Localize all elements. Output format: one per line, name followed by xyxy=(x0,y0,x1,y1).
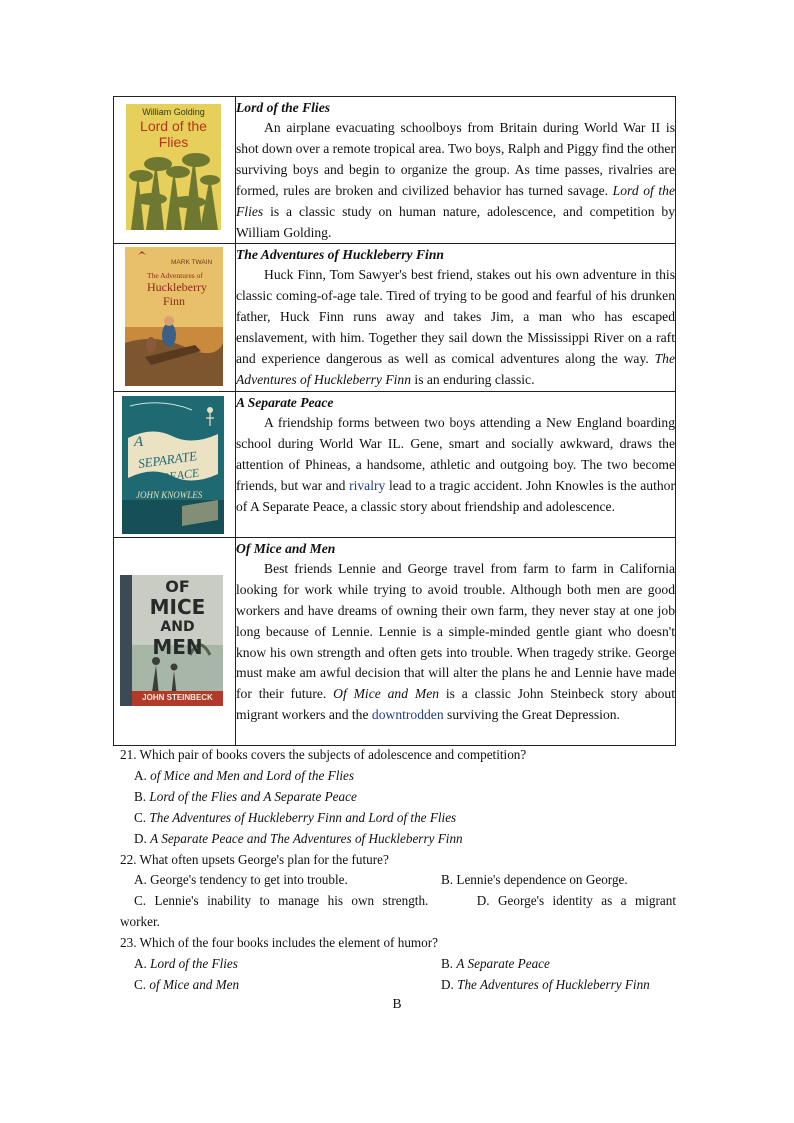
question-22-option-c[interactable]: C. Lennie's inability to manage his own strength. xyxy=(134,893,429,909)
book-description xyxy=(236,118,675,243)
question-23-options-row-1 xyxy=(134,954,676,975)
highlighted-word: rivalry xyxy=(349,477,386,493)
question-22-options-row-2 xyxy=(134,891,676,912)
description-text: An airplane evacuating schoolboys from Britain during World War II is shot down over a remote tropical area. Two boys, Ralph and Piggy find the other surviving boys and begin to organize the group. As time passes, rivalries are formed, rules are broken and civilized behavior has turned savage. xyxy=(236,120,675,198)
option-letter: C. xyxy=(134,976,147,992)
lord-of-the-flies-cover xyxy=(126,104,221,230)
of-mice-and-men-cover xyxy=(120,575,223,706)
option-letter: D. xyxy=(134,830,147,846)
cover-cell xyxy=(114,244,236,391)
option-text: A Separate Peace xyxy=(456,956,550,972)
description-text: lead to a tragic accident. John Knowles is the author of A Separate Peace, a classic story about friendship and adolescence. xyxy=(236,477,675,514)
question-22-option-d-continuation: worker. xyxy=(120,914,160,930)
description-text: is a classic study on human nature, adolescence, and competition by William Golding. xyxy=(236,203,675,240)
book-text-cell xyxy=(236,391,676,537)
option-letter: A. xyxy=(134,956,147,972)
cover-author: JOHN STEINBECK xyxy=(142,692,213,702)
cover-cell xyxy=(114,391,236,537)
option-letter: B. xyxy=(441,956,454,972)
cover-title-line1: A xyxy=(134,433,144,450)
question-21-option-c[interactable] xyxy=(134,808,676,829)
book-title: Lord of the Flies xyxy=(236,100,331,115)
cover-title-line4: MEN xyxy=(152,634,203,659)
book-row-huckleberry-finn xyxy=(114,244,676,391)
option-text: A Separate Peace and The Adventures of Huckleberry Finn xyxy=(150,830,463,846)
question-22-option-d[interactable]: D. George's identity as a migrant xyxy=(476,893,676,909)
option-text: of Mice and Men and Lord of the Flies xyxy=(150,767,355,783)
book-text-cell xyxy=(236,537,676,745)
question-21-stem: 21. Which pair of books covers the subjects of adolescence and competition? xyxy=(120,747,527,762)
book-title-reference: Lord of the Flies xyxy=(236,182,675,219)
question-23-options-row-2 xyxy=(134,975,676,996)
book-text-cell xyxy=(236,244,676,391)
questions-section xyxy=(120,745,676,996)
cover-author: William Golding xyxy=(142,107,205,117)
book-description xyxy=(236,559,675,726)
question-23-option-b[interactable] xyxy=(441,954,676,975)
question-23-stem: 23. Which of the four books includes the element of humor? xyxy=(120,935,439,951)
book-title: A Separate Peace xyxy=(236,394,334,410)
question-21-option-b[interactable] xyxy=(134,787,676,808)
cover-title-line3: PEACE xyxy=(161,465,201,485)
option-text: Lord of the Flies and A Separate Peace xyxy=(149,788,357,804)
cover-author: JOHN KNOWLES xyxy=(136,489,203,500)
book-title-reference: The Adventures of Huckleberry Finn xyxy=(236,351,675,387)
question-22-options-row-1 xyxy=(134,870,676,891)
cover-cell xyxy=(114,97,236,244)
option-text: Lord of the Flies xyxy=(150,956,238,972)
question-22-option-b[interactable]: B. Lennie's dependence on George. xyxy=(441,872,628,888)
description-text: Huck Finn, Tom Sawyer's best friend, stakes out his own adventure in this classic coming-of-age tale. Tired of trying to be good and fearful of his drunken father, Huck Finn runs away and takes Jim, a man who has escaped enslavement, with him. Together they sail down the Mississippi River on a raft and experience dangerous as well as comical adventures along the way. xyxy=(236,267,675,367)
cover-cell xyxy=(114,537,236,745)
book-title: Of Mice and Men xyxy=(236,540,336,556)
cover-author: MARK TWAIN xyxy=(171,259,213,267)
cover-title-line2: Flies xyxy=(158,134,189,150)
cover-title-line3: Finn xyxy=(163,294,186,309)
description-text: surviving the Great Depression. xyxy=(443,707,620,723)
question-21-option-a[interactable] xyxy=(134,766,676,787)
cover-title-line2: MICE xyxy=(149,594,206,619)
question-23-option-d[interactable] xyxy=(441,975,676,996)
book-row-of-mice-and-men xyxy=(114,537,676,745)
option-text: The Adventures of Huckleberry Finn xyxy=(457,976,650,992)
cover-title-line1: OF xyxy=(165,576,190,596)
option-letter: C. xyxy=(134,809,147,825)
cover-title-line2: Huckleberry xyxy=(147,280,207,295)
question-22-stem: 22. What often upsets George's plan for the future? xyxy=(120,851,389,867)
cover-title-line1: The Adventures of xyxy=(147,271,203,281)
book-text-cell xyxy=(236,97,676,244)
cover-title-line2: SEPARATE xyxy=(137,447,198,471)
question-23-option-a[interactable] xyxy=(134,954,441,975)
cover-title-line1: Lord of the xyxy=(140,118,207,134)
option-letter: B. xyxy=(134,788,147,804)
question-22-option-a[interactable]: A. George's tendency to get into trouble. xyxy=(134,872,348,888)
description-text: is an enduring classic. xyxy=(411,371,535,387)
book-title: The Adventures of Huckleberry Finn xyxy=(236,247,444,263)
option-letter: A. xyxy=(134,767,147,783)
cover-title-line3: AND xyxy=(160,618,195,635)
description-text: Best friends Lennie and George travel from farm to farm in California looking for work while trying to avoid trouble. Although both men are good workers and have dreams of owning their own farm, they never stay at one job long because of Lennie. Lennie is a simple-minded gentle giant who doesn't know his own strength and often gets into trouble. When tragedy strike. George must make am awful decision that will alter the plans he and Lennie have made for their future. xyxy=(236,560,675,702)
book-title-reference: Of Mice and Men xyxy=(333,686,440,702)
option-letter: D. xyxy=(441,976,454,992)
question-23-option-c[interactable] xyxy=(134,975,441,996)
section-label: B xyxy=(392,996,402,1011)
a-separate-peace-cover xyxy=(122,396,224,534)
description-text: is a classic John Steinbeck story about migrant workers and the xyxy=(236,686,675,723)
book-row-a-separate-peace xyxy=(114,391,676,537)
book-row-lord-of-the-flies xyxy=(114,97,676,244)
book-table xyxy=(113,96,676,746)
book-description xyxy=(236,413,675,518)
description-text: A friendship forms between two boys attending a New England boarding school during World War IL. Gene, smart and socially awkward, draws the attention of Phineas, a handsome, athletic and outgoing boy. The two become friends, but war and xyxy=(236,414,675,493)
huckleberry-finn-cover xyxy=(125,247,223,386)
option-text: The Adventures of Huckleberry Finn and Lord of the Flies xyxy=(149,809,457,825)
option-text: of Mice and Men xyxy=(149,976,240,992)
book-description xyxy=(236,265,675,390)
highlighted-word: downtrodden xyxy=(371,707,444,723)
question-21-option-d[interactable] xyxy=(134,829,676,850)
